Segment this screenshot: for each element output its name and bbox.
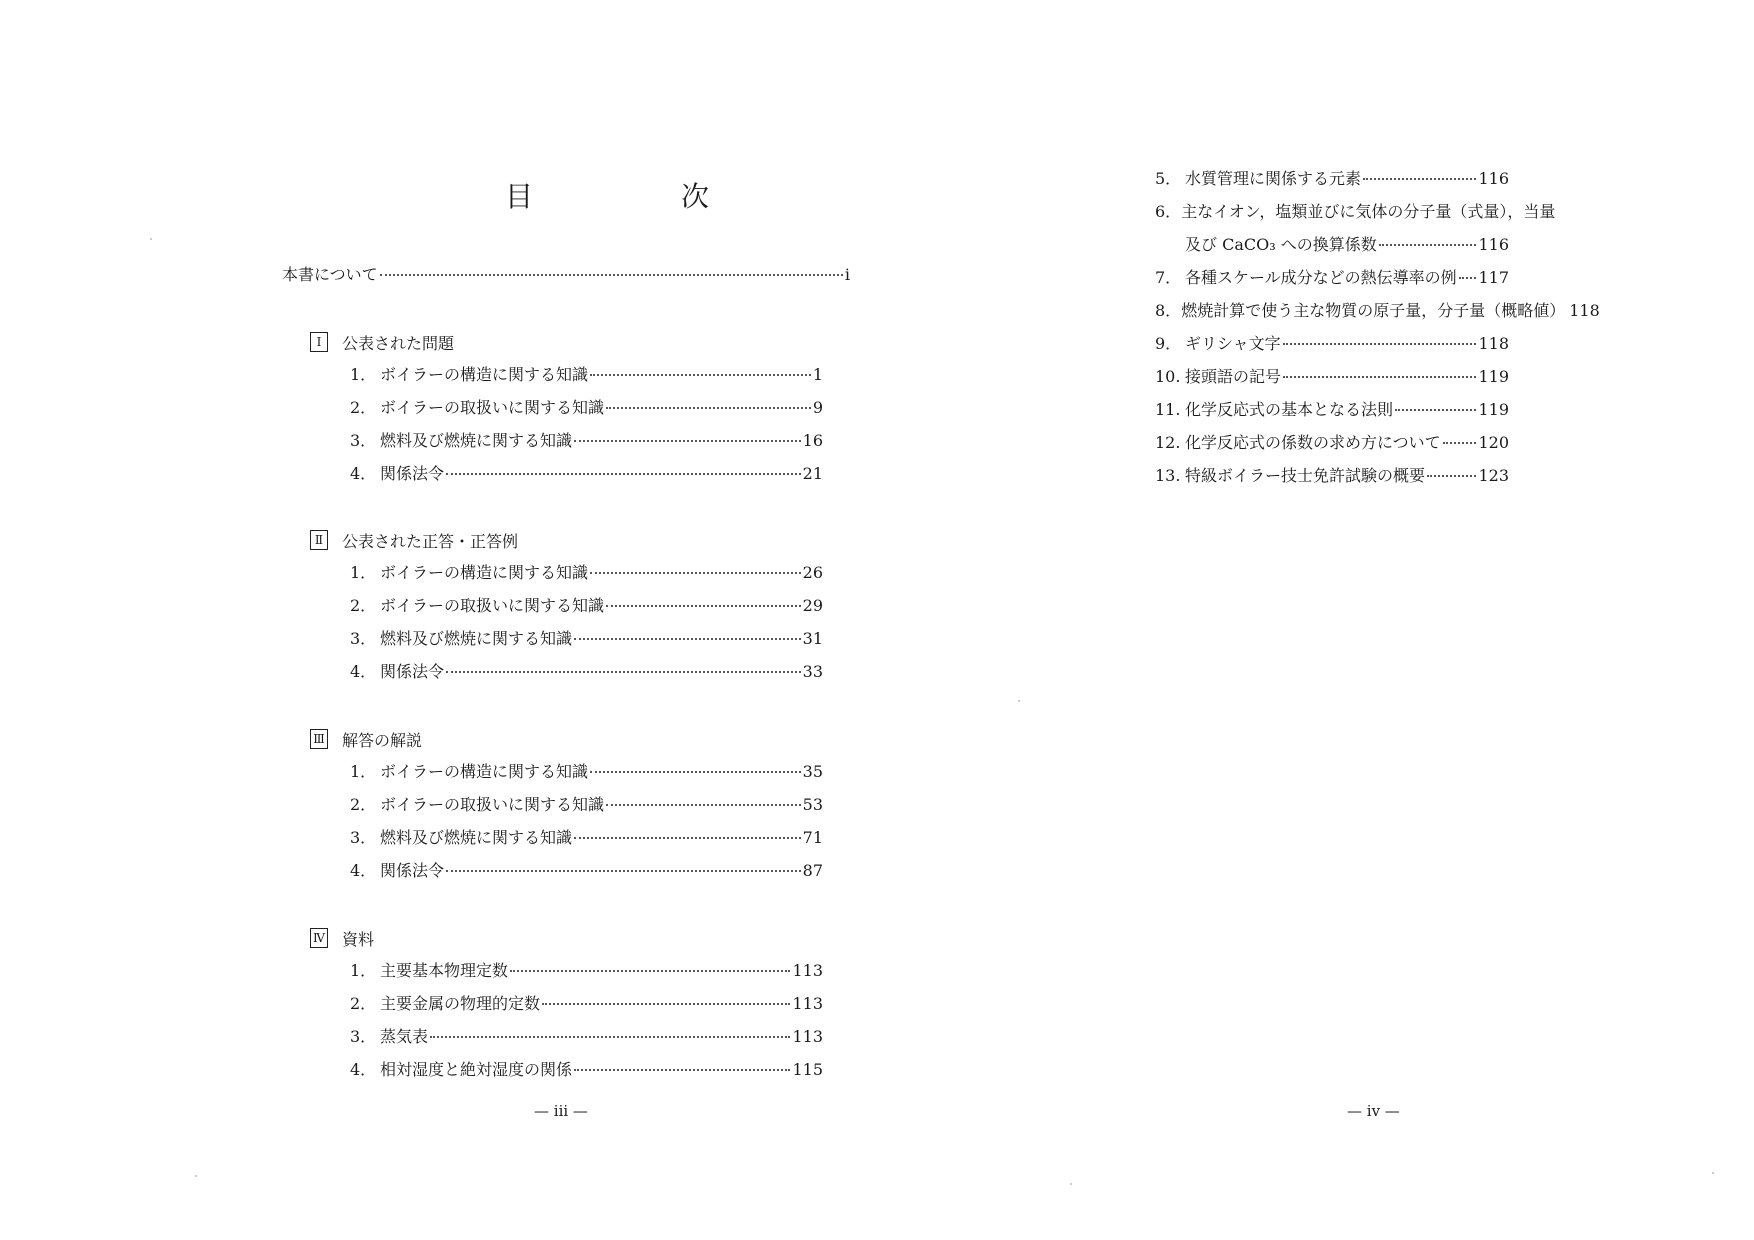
- page-number-folio: — iii —: [534, 1102, 588, 1120]
- toc-entry-number: 3．: [350, 431, 377, 450]
- toc-entry-label: 接頭語の記号: [1185, 367, 1282, 386]
- toc-entry-label: ボイラーの取扱いに関する知識: [380, 795, 605, 814]
- toc-entry-page: 71: [802, 828, 823, 847]
- toc-entry-label: 相対湿度と絶対湿度の関係: [380, 1060, 573, 1079]
- toc-entry[interactable]: [350, 463, 823, 485]
- dot-leader: [1395, 409, 1476, 411]
- toc-entry-number: 1．: [350, 563, 377, 582]
- dot-leader: [1443, 442, 1477, 444]
- toc-entry-label: ボイラーの構造に関する知識: [380, 563, 589, 582]
- toc-entry-label: 関係法令: [380, 662, 445, 681]
- toc-entry-number: 4．: [350, 861, 377, 880]
- toc-entry-page: 53: [802, 795, 823, 814]
- toc-entry-number: 11.: [1155, 400, 1181, 419]
- toc-entry-page: 117: [1478, 268, 1509, 287]
- toc-entry-page: 35: [802, 762, 823, 781]
- toc-entry-label: 化学反応式の基本となる法則: [1185, 400, 1394, 419]
- toc-entry-page: 9: [812, 398, 823, 417]
- toc-entry[interactable]: [350, 794, 823, 816]
- dot-leader: [1427, 475, 1476, 477]
- dot-leader: [510, 970, 790, 972]
- dot-leader: [606, 804, 801, 806]
- dot-leader: [446, 870, 801, 872]
- toc-entry-number: 4．: [350, 464, 377, 483]
- page-number-folio: — iv —: [1347, 1102, 1400, 1120]
- dot-leader: [1283, 376, 1476, 378]
- toc-entry-label: 燃料及び燃焼に関する知識: [380, 431, 573, 450]
- dot-leader: [542, 1003, 790, 1005]
- toc-entry-page: 118: [1569, 301, 1600, 320]
- toc-entry[interactable]: [1155, 333, 1509, 355]
- dot-leader: [1379, 244, 1477, 246]
- toc-entry[interactable]: [350, 860, 823, 882]
- toc-entry-page: 33: [802, 662, 823, 681]
- toc-entry-page: 21: [802, 464, 823, 483]
- toc-entry[interactable]: [1155, 300, 1600, 322]
- toc-entry-number: 3．: [350, 828, 377, 847]
- toc-entry[interactable]: [350, 993, 823, 1015]
- toc-entry-label: 燃料及び燃焼に関する知識: [380, 629, 573, 648]
- toc-entry-page: 113: [792, 1027, 823, 1046]
- toc-entry[interactable]: [1155, 168, 1509, 190]
- roman-numeral-box: Ⅳ: [310, 928, 328, 948]
- dot-leader: [590, 572, 801, 574]
- section-heading-3[interactable]: [310, 727, 422, 751]
- toc-entry[interactable]: [1155, 432, 1509, 454]
- page-title: 目 次: [505, 180, 770, 213]
- toc-entry[interactable]: [350, 1026, 823, 1048]
- toc-entry[interactable]: [350, 628, 823, 650]
- toc-entry-page: 120: [1478, 433, 1509, 452]
- dot-leader: [430, 1036, 790, 1038]
- toc-entry-label: 燃料及び燃焼に関する知識: [380, 828, 573, 847]
- roman-numeral-box: Ⅰ: [310, 332, 328, 352]
- toc-entry[interactable]: [350, 661, 823, 683]
- toc-entry-number: 6．: [1155, 202, 1182, 221]
- roman-numeral-box: Ⅱ: [310, 530, 328, 550]
- scan-speck: [1712, 1172, 1714, 1174]
- toc-entry-label: ギリシャ文字: [1185, 334, 1281, 353]
- toc-entry-page: 29: [802, 596, 823, 615]
- toc-entry-label: ボイラーの取扱いに関する知識: [380, 398, 605, 417]
- toc-entry-number: 4．: [350, 662, 377, 681]
- toc-entry-page: 113: [792, 961, 823, 980]
- toc-entry-number: 2．: [350, 596, 377, 615]
- toc-entry-continuation[interactable]: [1155, 234, 1509, 256]
- toc-entry-label: 本書について: [282, 265, 378, 284]
- toc-entry-number: 10.: [1155, 367, 1181, 386]
- toc-entry-number: 2．: [350, 994, 377, 1013]
- scan-speck: [150, 238, 152, 240]
- toc-entry[interactable]: [1155, 465, 1509, 487]
- toc-entry-label: 主なイオン，塩類並びに気体の分子量（式量），当量: [1181, 202, 1556, 221]
- toc-entry[interactable]: [1155, 399, 1509, 421]
- toc-entry-label: ボイラーの構造に関する知識: [380, 762, 589, 781]
- toc-entry-page: 31: [802, 629, 823, 648]
- toc-entry-label: 主要基本物理定数: [380, 961, 509, 980]
- toc-entry-label: 関係法令: [380, 464, 445, 483]
- toc-entry[interactable]: [1155, 366, 1509, 388]
- toc-entry-page: 113: [792, 994, 823, 1013]
- toc-entry-number: 9．: [1155, 334, 1182, 353]
- toc-entry-number: 3．: [350, 629, 377, 648]
- toc-entry[interactable]: [350, 397, 823, 419]
- toc-entry-number: 2．: [350, 795, 377, 814]
- toc-entry-number: 1．: [350, 365, 377, 384]
- dot-leader: [1459, 277, 1477, 279]
- toc-entry[interactable]: [1155, 267, 1509, 289]
- dot-leader: [574, 1069, 790, 1071]
- right-page: [877, 0, 1754, 1240]
- toc-entry-label: 燃焼計算で使う主な物質の原子量，分子量（概略値）: [1181, 301, 1566, 320]
- toc-entry-label: 主要金属の物理的定数: [380, 994, 541, 1013]
- section-title: 公表された正答・正答例: [342, 531, 519, 551]
- toc-entry-label: ボイラーの取扱いに関する知識: [380, 596, 605, 615]
- toc-entry[interactable]: [350, 595, 823, 617]
- toc-entry-number: 3．: [350, 1027, 377, 1046]
- scan-speck: [1070, 1183, 1072, 1185]
- toc-entry-label: 特級ボイラー技士免許試験の概要: [1185, 466, 1426, 485]
- section-heading-4[interactable]: [310, 926, 374, 950]
- toc-entry-intro[interactable]: [282, 264, 850, 286]
- toc-entry-number: 4．: [350, 1060, 377, 1079]
- section-title: 公表された問題: [342, 333, 455, 353]
- dot-leader: [574, 837, 801, 839]
- toc-entry-number: 13.: [1155, 466, 1181, 485]
- toc-entry[interactable]: [350, 827, 823, 849]
- toc-entry-page: i: [844, 265, 850, 284]
- dot-leader: [446, 473, 801, 475]
- toc-entry[interactable]: [1155, 201, 1556, 223]
- dot-leader: [574, 638, 801, 640]
- toc-entry-label: 関係法令: [380, 861, 445, 880]
- toc-entry-number: 12.: [1155, 433, 1181, 452]
- toc-entry[interactable]: [350, 364, 823, 386]
- toc-entry-label: 蒸気表: [380, 1027, 429, 1046]
- toc-entry-page: 115: [792, 1060, 823, 1079]
- toc-entry-number: 5．: [1155, 169, 1182, 188]
- dot-leader: [590, 374, 811, 376]
- roman-numeral-box: Ⅲ: [310, 729, 328, 749]
- dot-leader: [590, 771, 801, 773]
- dot-leader: [380, 274, 843, 276]
- toc-entry-page: 26: [802, 563, 823, 582]
- toc-entry-number: 7．: [1155, 268, 1182, 287]
- dot-leader: [446, 671, 801, 673]
- section-title: 解答の解説: [342, 730, 423, 750]
- toc-entry[interactable]: [350, 761, 823, 783]
- dot-leader: [606, 407, 811, 409]
- toc-entry-page: 119: [1478, 400, 1509, 419]
- dot-leader: [574, 440, 801, 442]
- toc-entry[interactable]: [350, 562, 823, 584]
- toc-entry-page: 123: [1478, 466, 1509, 485]
- toc-entry-page: 116: [1478, 169, 1509, 188]
- dot-leader: [606, 605, 801, 607]
- toc-entry-label: 水質管理に関係する元素: [1185, 169, 1362, 188]
- toc-entry-page: 1: [812, 365, 823, 384]
- toc-entry-label: 及び CaCO₃ への換算係数: [1185, 235, 1377, 254]
- toc-entry-label: 各種スケール成分などの熱伝導率の例: [1185, 268, 1457, 287]
- toc-entry-number: 1．: [350, 762, 377, 781]
- toc-entry-label: ボイラーの構造に関する知識: [380, 365, 589, 384]
- dot-leader: [1363, 178, 1476, 180]
- toc-entry-number: 2．: [350, 398, 377, 417]
- toc-entry[interactable]: [350, 1059, 823, 1081]
- toc-entry[interactable]: [350, 960, 823, 982]
- scan-speck: [195, 1175, 197, 1177]
- dot-leader: [1283, 343, 1477, 345]
- toc-entry-number: 1．: [350, 961, 377, 980]
- toc-entry[interactable]: [350, 430, 823, 452]
- section-heading-1[interactable]: [310, 330, 454, 354]
- toc-entry-number: 8．: [1155, 301, 1182, 320]
- section-title: 資料: [342, 929, 375, 949]
- toc-entry-page: 118: [1478, 334, 1509, 353]
- toc-entry-page: 116: [1478, 235, 1509, 254]
- toc-entry-page: 119: [1478, 367, 1509, 386]
- toc-entry-page: 16: [802, 431, 823, 450]
- section-heading-2[interactable]: [310, 528, 518, 552]
- toc-entry-label: 化学反応式の係数の求め方について: [1185, 433, 1441, 452]
- toc-entry-page: 87: [802, 861, 823, 880]
- scan-speck: [1018, 700, 1020, 702]
